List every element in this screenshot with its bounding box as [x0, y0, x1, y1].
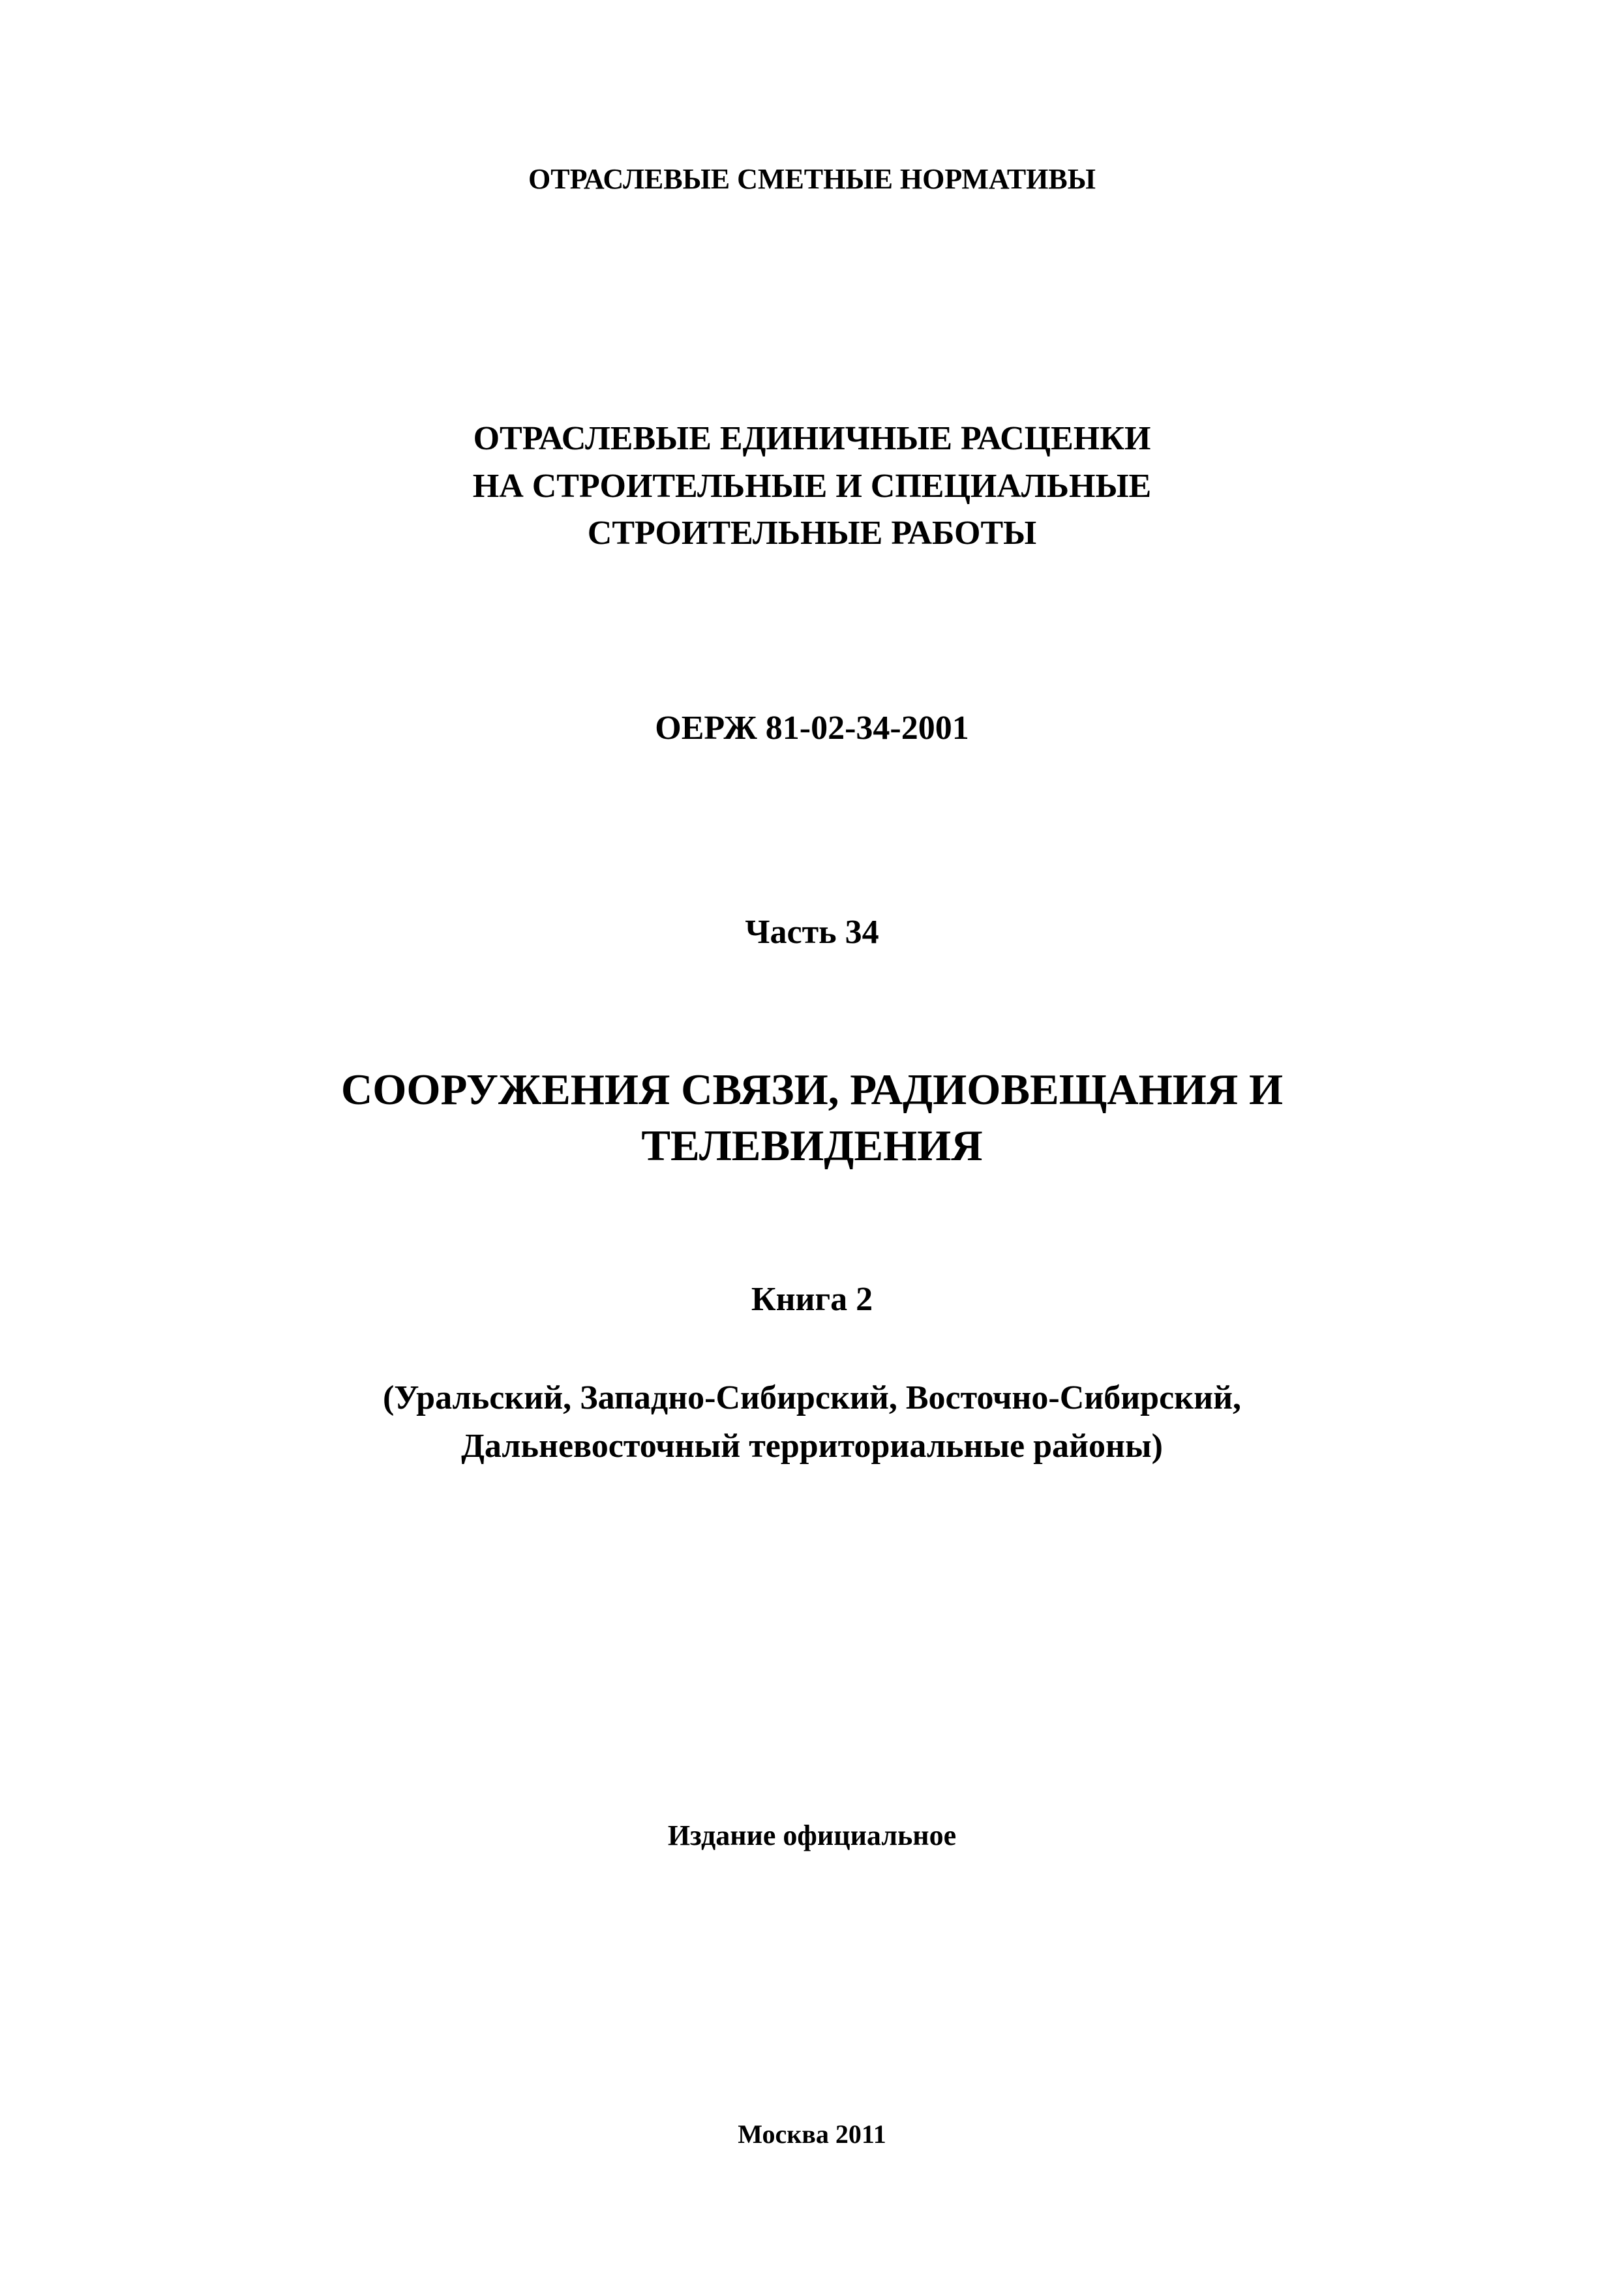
subject-title-line: ТЕЛЕВИДЕНИЯ — [641, 1122, 983, 1170]
subject-title-line: СООРУЖЕНИЯ СВЯЗИ, РАДИОВЕЩАНИЯ И — [340, 1066, 1284, 1114]
book-number: Книга 2 — [751, 1281, 873, 1318]
document-title-line: СТРОИТЕЛЬНЫЕ РАБОТЫ — [587, 515, 1037, 552]
part-number: Часть 34 — [745, 914, 879, 951]
document-title-line: ОТРАСЛЕВЫЕ ЕДИНИЧНЫЕ РАСЦЕНКИ — [473, 420, 1151, 457]
regions-line: Дальневосточный территориальные районы) — [461, 1428, 1163, 1465]
series-heading: ОТРАСЛЕВЫЕ СМЕТНЫЕ НОРМАТИВЫ — [528, 163, 1096, 195]
edition-note: Издание официальное — [667, 1819, 957, 1851]
regions-line: (Уральский, Западно-Сибирский, Восточно-Сибирский, — [382, 1379, 1242, 1416]
document-title-line: НА СТРОИТЕЛЬНЫЕ И СПЕЦИАЛЬНЫЕ — [472, 468, 1152, 505]
publication-place-year: Москва 2011 — [738, 2119, 886, 2149]
document-code: ОЕРЖ 81-02-34-2001 — [655, 710, 969, 747]
